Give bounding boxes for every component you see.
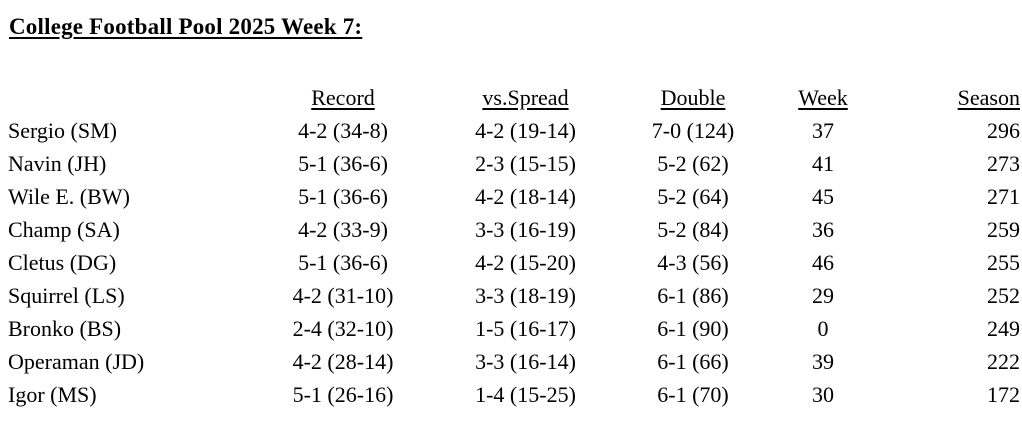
record-cell: 2-4 (32-10)	[292, 316, 394, 342]
table-row	[8, 214, 1020, 247]
record-cell: 4-2 (31-10)	[292, 283, 394, 309]
player-name: Navin (JH)	[8, 151, 107, 177]
column-header-double: Double	[660, 85, 726, 111]
spread-cell: 3-3 (16-19)	[475, 217, 576, 243]
player-name: Wile E. (BW)	[8, 184, 130, 210]
page-title: College Football Pool 2025 Week 7:	[9, 14, 363, 39]
season-cell: 296	[987, 118, 1020, 144]
player-name: Champ (SA)	[8, 217, 120, 243]
week-cell: 30	[812, 382, 834, 408]
season-cell: 172	[987, 382, 1020, 408]
week-cell: 36	[812, 217, 834, 243]
spread-cell: 4-2 (15-20)	[475, 250, 576, 276]
week-cell: 46	[812, 250, 834, 276]
player-name: Sergio (SM)	[8, 118, 117, 144]
record-cell: 5-1 (26-16)	[292, 382, 394, 408]
spread-cell: 2-3 (15-15)	[475, 151, 576, 177]
record-cell: 4-2 (33-9)	[298, 217, 388, 243]
double-cell: 6-1 (66)	[657, 349, 729, 375]
column-header-season: Season	[957, 85, 1020, 111]
table-row	[8, 280, 1020, 313]
spread-cell: 1-5 (16-17)	[475, 316, 576, 342]
double-cell: 6-1 (70)	[657, 382, 729, 408]
column-header-spread: vs.Spread	[482, 85, 569, 111]
spread-cell: 1-4 (15-25)	[475, 382, 576, 408]
player-name: Operaman (JD)	[8, 349, 145, 375]
double-cell: 7-0 (124)	[651, 118, 735, 144]
spread-cell: 4-2 (18-14)	[475, 184, 576, 210]
record-cell: 4-2 (34-8)	[298, 118, 388, 144]
table-row	[8, 148, 1020, 181]
spread-cell: 3-3 (18-19)	[475, 283, 576, 309]
season-cell: 259	[987, 217, 1020, 243]
week-cell: 0	[817, 316, 829, 342]
table-header-row	[8, 82, 1020, 115]
table-row	[8, 346, 1020, 379]
double-cell: 5-2 (84)	[657, 217, 729, 243]
pool-standings-table	[8, 82, 1020, 412]
column-header-record: Record	[311, 85, 375, 111]
record-cell: 5-1 (36-6)	[298, 184, 388, 210]
table-row	[8, 379, 1020, 412]
record-cell: 5-1 (36-6)	[298, 250, 388, 276]
double-cell: 5-2 (62)	[657, 151, 729, 177]
record-cell: 5-1 (36-6)	[298, 151, 388, 177]
season-cell: 255	[987, 250, 1020, 276]
season-cell: 271	[987, 184, 1020, 210]
double-cell: 6-1 (90)	[657, 316, 729, 342]
player-name: Igor (MS)	[8, 382, 97, 408]
spread-cell: 3-3 (16-14)	[475, 349, 576, 375]
double-cell: 5-2 (64)	[657, 184, 729, 210]
week-cell: 29	[812, 283, 834, 309]
table-row	[8, 313, 1020, 346]
table-row	[8, 247, 1020, 280]
season-cell: 249	[987, 316, 1020, 342]
week-cell: 41	[812, 151, 834, 177]
week-cell: 45	[812, 184, 834, 210]
season-cell: 273	[987, 151, 1020, 177]
double-cell: 4-3 (56)	[657, 250, 729, 276]
record-cell: 4-2 (28-14)	[292, 349, 394, 375]
player-name: Bronko (BS)	[8, 316, 122, 342]
player-name: Cletus (DG)	[8, 250, 117, 276]
spread-cell: 4-2 (19-14)	[475, 118, 576, 144]
double-cell: 6-1 (86)	[657, 283, 729, 309]
player-name: Squirrel (LS)	[8, 283, 125, 309]
table-row	[8, 115, 1020, 148]
season-cell: 222	[987, 349, 1020, 375]
week-cell: 39	[812, 349, 834, 375]
header-spacer	[8, 82, 258, 115]
season-cell: 252	[987, 283, 1020, 309]
table-row	[8, 181, 1020, 214]
week-cell: 37	[812, 118, 834, 144]
column-header-week: Week	[798, 85, 848, 111]
